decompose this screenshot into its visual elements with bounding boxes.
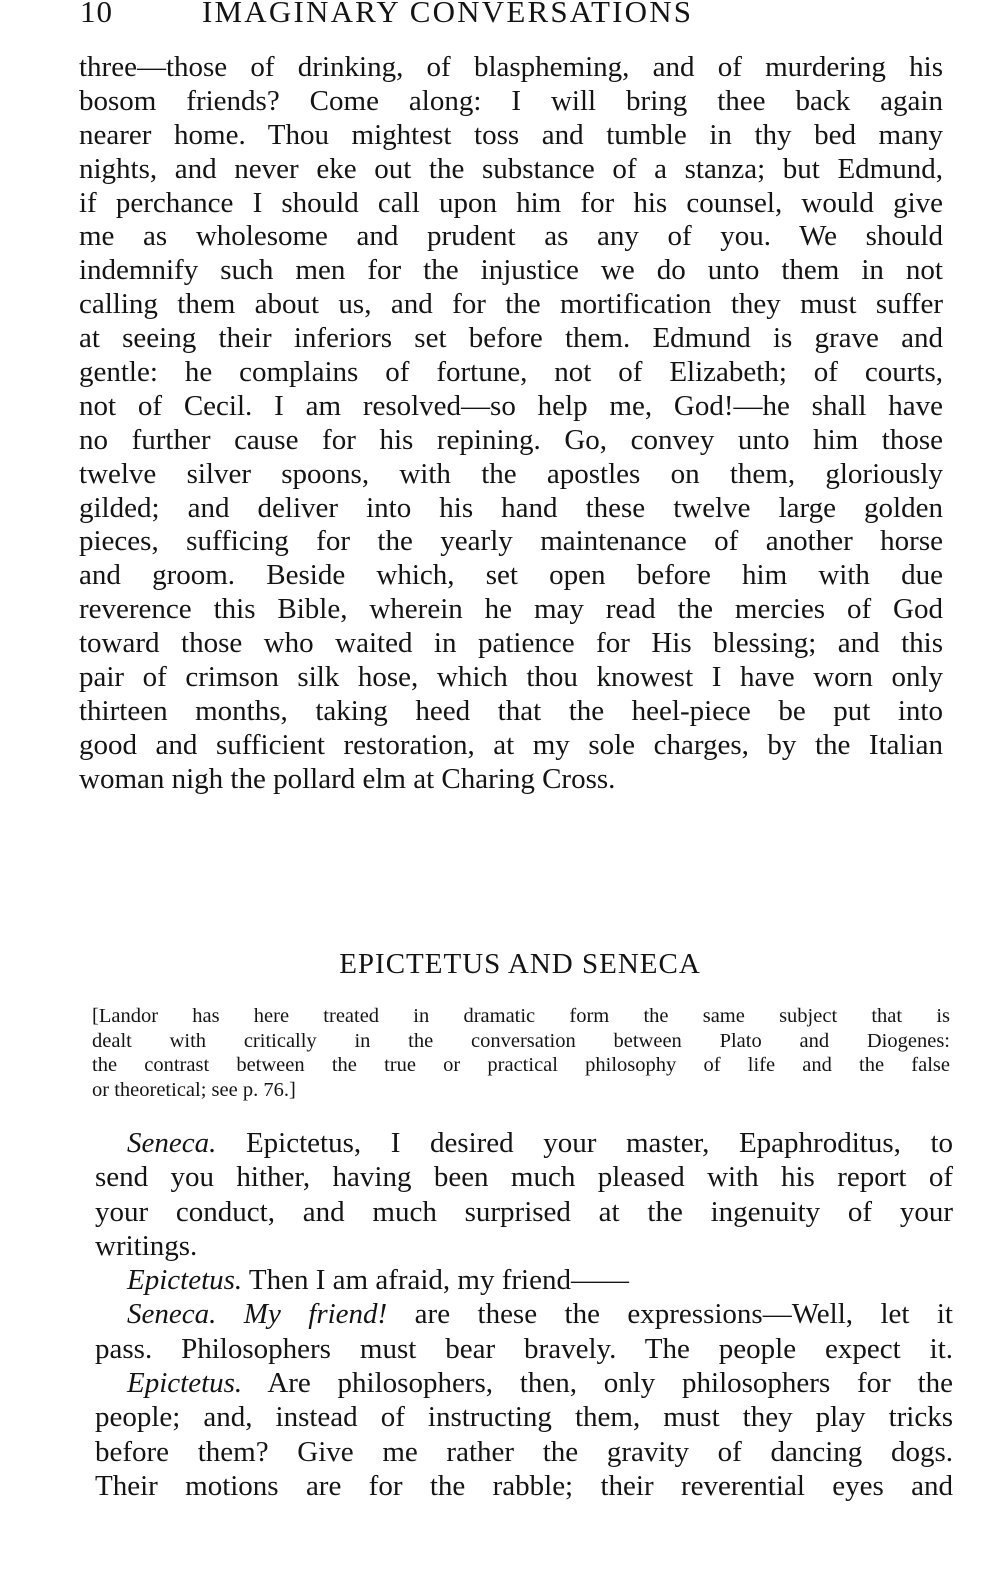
dialogue-line [95,1400,953,1434]
dialogue-line [95,1160,953,1194]
text-line: bosom friends? Come along: I will bring thee back again [79,84,943,117]
running-head [80,0,960,34]
dialogue-text-span: Are philosophers, then, only philosophers for the [242,1367,953,1400]
dialogue-text-span: your conduct, and much surprised at the ingenuity of your [95,1195,953,1228]
dialogue-line [95,1297,953,1331]
text-line: toward those who waited in patience for His blessing; and this [79,627,943,660]
section-title: EPICTETUS AND SENECA [339,948,701,980]
dialogue-text-span: pass. Philosophers must bear bravely. The people expect it. [95,1332,953,1365]
editorial-note [92,1004,950,1102]
text-line: nearer home. Thou mightest toss and tumble in thy bed many [79,118,943,151]
text-line: me as wholesome and prudent as any of you. We should [79,220,943,253]
dialogue-text [95,1126,953,1503]
note-line: the contrast between the true or practical philosophy of life and the false [92,1054,950,1076]
body-text [79,51,943,797]
text-line: nights, and never eke out the substance of a stanza; but Edmund, [79,152,943,185]
page-number: 10 [80,0,113,29]
text-line: pair of crimson silk hose, which thou knowest I have worn only [79,661,943,694]
note-line: or theoretical; see p. 76.] [92,1078,296,1101]
dialogue-text-span: people; and, instead of instructing them, must they play tricks [95,1401,953,1434]
text-line: calling them about us, and for the mortification they must suffer [79,288,943,321]
dialogue-text-span: Epictetus, I desired your master, Epaphroditus, to [216,1127,953,1159]
text-line: gilded; and deliver into his hand these twelve large golden [79,491,943,524]
note-line: dealt with critically in the conversation between Plato and Diogenes: [92,1029,950,1052]
text-line: pieces, sufficing for the yearly maintenance of another horse [79,525,943,558]
dialogue-line [95,1332,953,1366]
dialogue-line [95,1195,953,1229]
text-line: reverence this Bible, wherein he may read the mercies of God [79,593,943,626]
dialogue-line [95,1263,953,1297]
dialogue-line [95,1229,953,1263]
text-line: good and sufficient restoration, at my sole charges, by the Italian [79,728,943,761]
dialogue-text-span: before them? Give me rather the gravity of dancing dogs. [95,1435,953,1468]
dialogue-text-span: writings. [95,1229,198,1262]
dialogue-line [95,1469,953,1503]
speaker-name: Seneca. [127,1127,217,1159]
text-line: three—those of drinking, of blaspheming, and of murdering his [79,51,943,83]
speaker-name: Seneca. My friend! [127,1298,388,1331]
dialogue-line [95,1126,953,1160]
dialogue-line [95,1435,953,1469]
text-line: not of Cecil. I am resolved—so help me, God!—he shall have [79,389,943,422]
text-line: and groom. Beside which, set open before him with due [79,559,943,592]
speaker-name: Epictetus. [127,1367,243,1400]
note-line: [Landor has here treated in dramatic form the same subject that is [92,1005,950,1027]
running-title: IMAGINARY CONVERSATIONS [202,0,694,29]
text-line: if perchance I should call upon him for his counsel, would give [79,186,943,219]
text-line: no further cause for his repining. Go, convey unto him those [79,423,943,456]
text-line: woman nigh the pollard elm at Charing Cross. [79,762,616,795]
dialogue-text-span: send you hither, having been much pleased with his report of [95,1161,953,1194]
text-line: indemnify such men for the injustice we do unto them in not [79,254,943,287]
text-line: gentle: he complains of fortune, not of Elizabeth; of courts, [79,356,943,389]
text-line: thirteen months, taking heed that the heel-piece be put into [79,694,943,727]
speaker-name: Epictetus. [127,1264,243,1297]
text-line: twelve silver spoons, with the apostles on them, gloriously [79,457,943,490]
dialogue-text-span: are these the expressions—Well, let it [387,1298,953,1331]
dialogue-text-span: Their motions are for the rabble; their reverential eyes and [95,1469,953,1502]
text-line: at seeing their inferiors set before them. Edmund is grave and [79,322,943,355]
dialogue-line [95,1366,953,1400]
dialogue-text-span: Then I am afraid, my friend—— [242,1264,629,1297]
